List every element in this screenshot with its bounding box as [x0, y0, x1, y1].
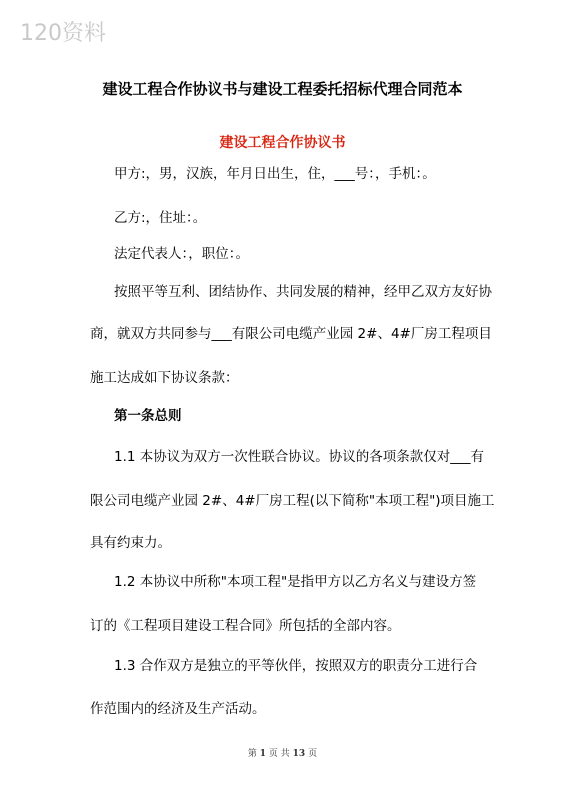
clause-line: 1.2 本协议中所称"本项工程"是指甲方以乙方名义与建设方签	[114, 574, 477, 590]
paragraph-line: 按照平等互利、团结协作、共同发展的精神，经甲乙双方友好协	[114, 284, 492, 300]
document-title: 建设工程合作协议书与建设工程委托招标代理合同范本	[102, 80, 463, 98]
clause-line: 具有约束力。	[90, 535, 171, 551]
page-number: 1	[259, 749, 267, 759]
clause-line: 1.3 合作双方是独立的平等伙伴，按照双方的职责分工进行合	[114, 658, 478, 674]
clause-line: 订的《工程项目建设工程合同》所包括的全部内容。	[90, 618, 401, 634]
paragraph-line: 施工达成如下协议条款：	[90, 370, 239, 386]
page-total: 13	[292, 749, 306, 759]
agreement-title: 建设工程合作协议书	[219, 135, 346, 151]
paragraph-line: 商，就双方共同参与___有限公司电缆产业园 2#、4#厂房工程项目	[90, 326, 492, 342]
footer-prefix: 第	[247, 749, 257, 759]
footer-middle: 页 共	[268, 749, 290, 759]
watermark: 120资料	[20, 21, 106, 46]
section-heading: 第一条总则	[114, 408, 182, 424]
clause-line: 1.1 本协议为双方一次性联合协议。协议的各项条款仅对___有	[114, 449, 485, 465]
clause-line: 作范围内的经济及生产活动。	[90, 701, 266, 717]
party-b-line: 乙方:，住址：。	[114, 210, 207, 226]
clause-line: 限公司电缆产业园 2#、4#厂房工程(以下简称"本项工程")项目施工	[90, 493, 495, 509]
footer-suffix: 页	[308, 749, 318, 759]
party-a-line: 甲方:，男，汉族，年月日出生，住，___号：，手机：。	[114, 166, 436, 182]
page-footer	[0, 746, 565, 759]
legal-rep-line: 法定代表人：，职位：。	[114, 246, 249, 262]
